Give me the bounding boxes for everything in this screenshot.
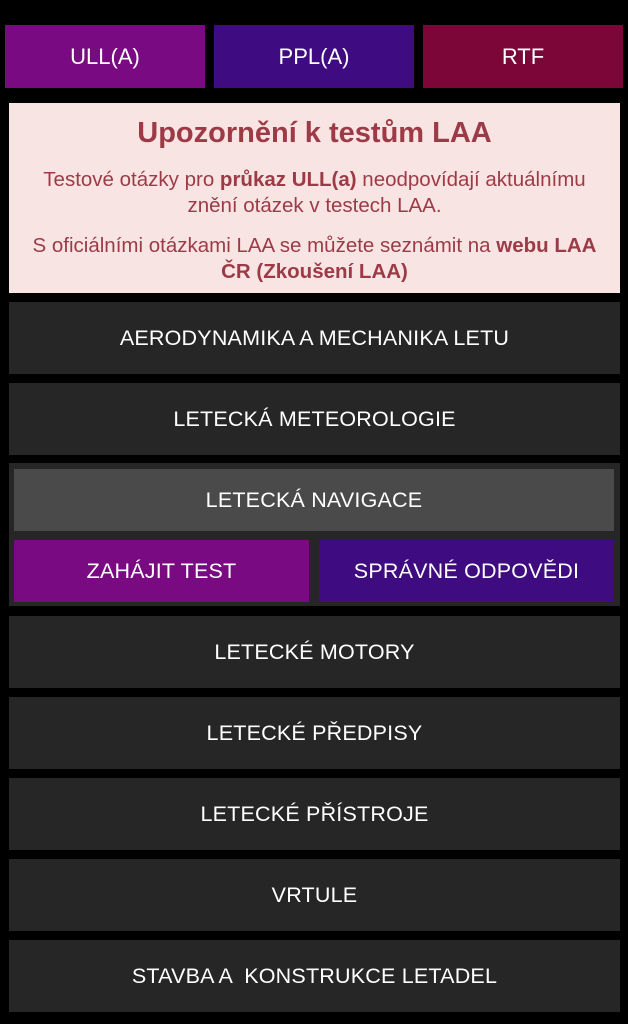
start-test-label: ZAHÁJIT TEST [86, 558, 237, 583]
category-aircraft-construction[interactable] [9, 940, 620, 1012]
category-label: LETECKÉ PŘÍSTROJE [200, 801, 429, 826]
category-label: LETECKÉ PŘEDPISY [206, 720, 423, 745]
tab-ppl-a-label: PPL(A) [278, 43, 350, 69]
category-regulations[interactable] [9, 697, 620, 769]
notice-p1-bold: průkaz ULL(a) [219, 168, 357, 191]
laa-website-link[interactable]: webu LAA ČR (Zkoušení LAA) [221, 234, 597, 283]
notice-p1-text: Testové otázky pro [43, 168, 220, 191]
category-engines[interactable] [9, 616, 620, 688]
correct-answers-button[interactable] [319, 540, 614, 602]
category-propellers[interactable] [9, 859, 620, 931]
notice-paragraph-1 [29, 167, 600, 219]
tab-rtf[interactable] [423, 25, 623, 88]
category-label: VRTULE [271, 882, 358, 907]
category-navigation[interactable] [14, 469, 614, 531]
tab-ull-a-label: ULL(A) [70, 43, 140, 69]
correct-answers-label: SPRÁVNÉ ODPOVĚDI [353, 558, 580, 583]
category-label: LETECKÁ METEOROLOGIE [173, 406, 456, 431]
notice-p1-text-end: neodpovídají aktuálnímu znění otázek v testech LAA. [187, 168, 586, 217]
category-meteorology[interactable] [9, 383, 620, 455]
category-label: LETECKÁ NAVIGACE [205, 487, 423, 512]
category-label: LETECKÉ MOTORY [214, 639, 415, 664]
category-instruments[interactable] [9, 778, 620, 850]
category-label: AERODYNAMIKA A MECHANIKA LETU [119, 325, 510, 350]
category-label: STAVBA A KONSTRUKCE LETADEL [131, 963, 498, 988]
tab-ull-a[interactable] [5, 25, 205, 88]
tab-rtf-label: RTF [501, 43, 545, 69]
laa-notice [9, 103, 620, 293]
category-aerodynamics[interactable] [9, 302, 620, 374]
tab-ppl-a[interactable] [214, 25, 414, 88]
start-test-button[interactable] [14, 540, 309, 602]
notice-paragraph-2 [29, 233, 600, 285]
notice-title: Upozornění k testům LAA [137, 117, 492, 149]
notice-p2-text: S oficiálními otázkami LAA se můžete seznámit na [32, 234, 497, 257]
